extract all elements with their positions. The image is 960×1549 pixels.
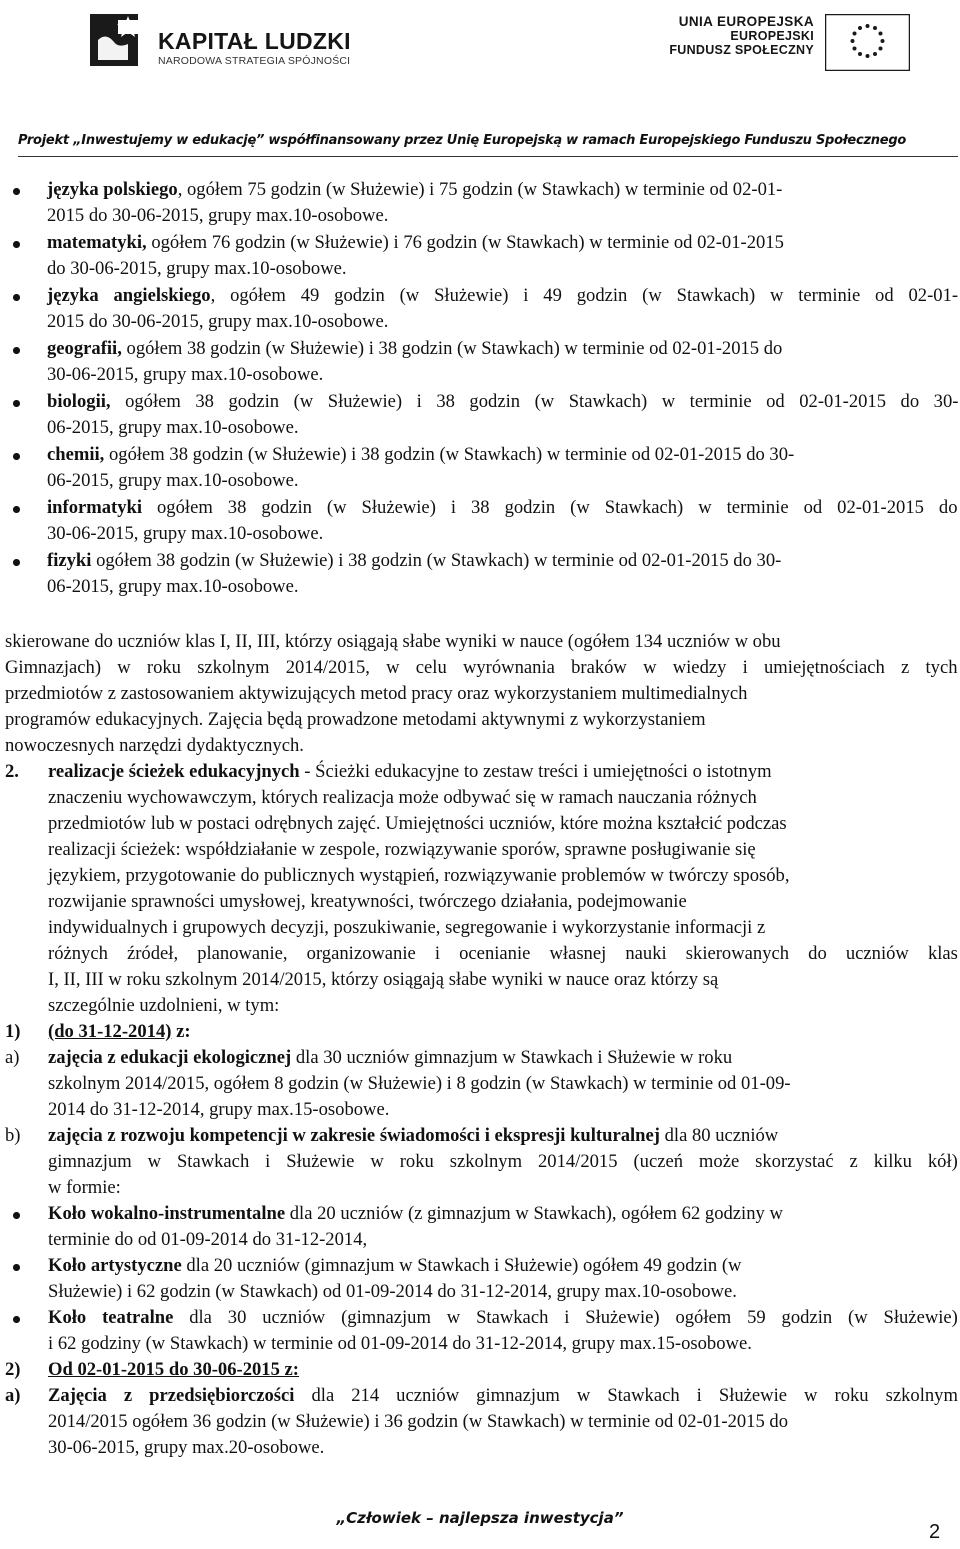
subsection-marker <box>5 1357 21 1383</box>
list-item-text: dla 20 uczniów (z gimnazjum w Stawkach), ogółem 62 godziny w <box>285 1203 783 1224</box>
section-number <box>5 759 19 785</box>
bullet-icon <box>13 1264 20 1271</box>
project-title: Projekt „Inwestujemy w edukację” współfinansowany przez Unię Europejską w ramach Europejskiego Funduszu Społecznego <box>18 133 907 148</box>
list-item-line: 06-2015, grupy max.10-osobowe. <box>47 576 299 597</box>
bullet-icon <box>13 453 20 460</box>
section-line: indywidualnych i grupowych decyzji, poszukiwanie, segregowanie i wykorzystanie informacji z <box>48 917 766 938</box>
subject-name: chemii, <box>47 444 105 465</box>
section-heading-line <box>48 759 772 785</box>
kapital-ludzki-emblem-icon <box>88 10 143 68</box>
section-line: szczególnie uzdolnieni, w tym: <box>48 995 280 1016</box>
item-text: dla 214 uczniów gimnazjum w Stawkach i Służewie w roku szkolnym <box>294 1385 958 1406</box>
subject-name: biologii, <box>47 391 111 412</box>
list-item-text: , ogółem 49 godzin (w Służewie) i 49 godzin (w Stawkach) w terminie od 02-01- <box>210 285 959 306</box>
item-line: 2014/2015 ogółem 36 godzin (w Służewie) i 36 godzin (w Stawkach) w terminie od 02-01-2015 do <box>48 1411 789 1432</box>
subsection-marker <box>5 1019 21 1045</box>
section-line: językiem, przygotowanie do publicznych wystąpień, rozwiązywanie problemów w twórczy sposób, <box>48 865 790 886</box>
header-divider <box>18 156 958 157</box>
list-item-line: do 30-06-2015, grupy max.10-osobowe. <box>47 258 347 279</box>
list-item-line: i 62 godziny (w Stawkach) w terminie od 01-09-2014 do 31-12-2014, grupy max.15-osobowe. <box>48 1333 752 1354</box>
list-item-line <box>47 336 782 362</box>
item-text: dla 80 uczniów <box>659 1125 779 1146</box>
list-item-text: ogółem 38 godzin (w Służewie) i 38 godzin (w Stawkach) w terminie od 02-01-2015 do <box>121 338 783 359</box>
item-title: zajęcia z edukacji ekologicznej <box>48 1047 292 1068</box>
section-line: różnych źródeł, planowanie, organizowanie i ocenianie własnej nauki skierowanych do uczniów klas <box>48 943 958 964</box>
list-item-line <box>48 1201 783 1227</box>
list-item-line: terminie do od 01-09-2014 do 31-12-2014, <box>48 1229 368 1250</box>
item-marker-text: a) <box>5 1385 21 1406</box>
item-line: gimnazjum w Stawkach i Służewie w roku szkolnym 2014/2015 (uczeń może skorzystać z kilku kół) <box>48 1151 958 1172</box>
club-name: Koło teatralne <box>48 1307 174 1328</box>
list-item-line <box>47 230 784 256</box>
item-line: 30-06-2015, grupy max.20-osobowe. <box>48 1437 325 1458</box>
subsection-heading <box>48 1357 299 1383</box>
bullet-icon <box>13 347 20 354</box>
list-item-line <box>47 548 781 574</box>
item-line <box>48 1123 778 1149</box>
subsection-heading <box>48 1019 191 1045</box>
item-marker: b) <box>5 1125 21 1146</box>
subsection-date: Od 02-01-2015 do 30-06-2015 z: <box>48 1359 299 1380</box>
list-item-text: ogółem 38 godzin (w Służewie) i 38 godzin (w Stawkach) w terminie od 02-01-2015 do 30- <box>91 550 782 571</box>
eu-logo-line3: FUNDUSZ SPOŁECZNY <box>669 43 814 57</box>
list-item-text: dla 20 uczniów (gimnazjum w Stawkach i Służewie) ogółem 49 godzin (w <box>181 1255 742 1276</box>
list-item-line <box>47 283 958 309</box>
kapital-ludzki-logo <box>88 10 408 72</box>
section-line: realizacji ścieżek: współdziałanie w zespole, rozwiązywanie sporów, sprawne posługiwanie się <box>48 839 756 860</box>
list-item-line <box>47 177 782 203</box>
item-title: zajęcia z rozwoju kompetencji w zakresie świadomości i ekspresji kulturalnej <box>48 1125 660 1146</box>
list-item-line <box>48 1253 741 1279</box>
subsection-marker-text: 1) <box>5 1021 21 1042</box>
item-line: 2014 do 31-12-2014, grupy max.15-osobowe. <box>48 1099 390 1120</box>
section-line: rozwijanie sprawności umysłowej, kreatywności, twórczego działania, podejmowanie <box>48 891 687 912</box>
list-item-line: 06-2015, grupy max.10-osobowe. <box>47 470 299 491</box>
paragraph-line: przedmiotów z zastosowaniem aktywizujących metod pracy oraz wykorzystaniem multimedialnych <box>5 683 748 704</box>
subsection-suffix: z: <box>171 1021 191 1042</box>
item-marker: a) <box>5 1047 20 1068</box>
bullet-icon <box>13 559 20 566</box>
eu-logo-line2: EUROPEJSKI <box>730 29 814 43</box>
subject-name: fizyki <box>47 550 92 571</box>
bullet-icon <box>13 1212 20 1219</box>
section-number-text: 2. <box>5 761 19 782</box>
bullet-icon <box>13 241 20 248</box>
subsection-date: (do 31-12-2014) <box>48 1021 172 1042</box>
subject-name: geografii, <box>47 338 122 359</box>
section-intro-text: - Ścieżki edukacyjne to zestaw treści i umiejętności o istotnym <box>299 761 772 782</box>
list-item-line <box>47 495 958 521</box>
page-number: 2 <box>929 1521 941 1543</box>
bullet-icon <box>13 506 20 513</box>
subject-name: języka polskiego <box>47 179 178 200</box>
subject-name: języka angielskiego <box>47 285 211 306</box>
list-item-line: 30-06-2015, grupy max.10-osobowe. <box>47 523 324 544</box>
item-title: Zajęcia z przedsiębiorczości <box>48 1385 295 1406</box>
list-item-text: , ogółem 75 godzin (w Służewie) i 75 godzin (w Stawkach) w terminie od 02-01- <box>177 179 783 200</box>
paragraph-line: nowoczesnych narzędzi dydaktycznych. <box>5 735 304 756</box>
section-line: przedmiotów lub w postaci odrębnych zajęć. Umiejętności uczniów, które można kształcić podczas <box>48 813 787 834</box>
list-item-text: ogółem 38 godzin (w Służewie) i 38 godzin (w Stawkach) w terminie od 02-01-2015 do <box>142 497 958 518</box>
bullet-icon <box>13 400 20 407</box>
page-header <box>0 0 960 160</box>
section-line: znaczeniu wychowawczym, których realizacja może odbywać się w ramach nauczania różnych <box>48 787 757 808</box>
item-line <box>48 1045 732 1071</box>
item-text: dla 30 uczniów gimnazjum w Stawkach i Służewie w roku <box>291 1047 733 1068</box>
club-name: Koło wokalno-instrumentalne <box>48 1203 286 1224</box>
list-item-line: 06-2015, grupy max.10-osobowe. <box>47 417 299 438</box>
footer-slogan: „Człowiek – najlepsza inwestycja” <box>336 1509 624 1527</box>
list-item-line: 2015 do 30-06-2015, grupy max.10-osobowe. <box>47 205 389 226</box>
item-marker <box>5 1383 21 1409</box>
list-item-line: 2015 do 30-06-2015, grupy max.10-osobowe. <box>47 311 389 332</box>
item-line: szkolnym 2014/2015, ogółem 8 godzin (w Służewie) i 8 godzin (w Stawkach) w terminie od 01-09- <box>48 1073 791 1094</box>
kapital-ludzki-subtitle: NARODOWA STRATEGIA SPÓJNOŚCI <box>158 55 351 67</box>
item-line: w formie: <box>48 1177 121 1198</box>
list-item-line: Służewie) i 62 godzin (w Stawkach) od 01-09-2014 do 31-12-2014, grupy max.10-osobowe. <box>48 1281 737 1302</box>
club-name: Koło artystyczne <box>48 1255 182 1276</box>
list-item-text: dla 30 uczniów (gimnazjum w Stawkach i Służewie) ogółem 59 godzin (w Służewie) <box>173 1307 958 1328</box>
eu-logo-text <box>669 14 814 57</box>
list-item-line <box>47 442 794 468</box>
paragraph-line: Gimnazjach) w roku szkolnym 2014/2015, w celu wyrównania braków w wiedzy i umiejętnościach z tych <box>5 657 958 678</box>
list-item-line: 30-06-2015, grupy max.10-osobowe. <box>47 364 324 385</box>
bullet-icon <box>13 1316 20 1323</box>
kapital-ludzki-title: KAPITAŁ LUDZKI <box>158 28 351 54</box>
eu-flag-icon <box>825 14 910 71</box>
list-item-line <box>48 1305 958 1331</box>
eu-logo <box>650 14 910 84</box>
list-item-text: ogółem 76 godzin (w Służewie) i 76 godzin (w Stawkach) w terminie od 02-01-2015 <box>146 232 784 253</box>
subject-name: matematyki, <box>47 232 147 253</box>
list-item-line <box>47 389 958 415</box>
section-line: I, II, III w roku szkolnym 2014/2015, którzy osiągają słabe wyniki w nauce oraz którzy są <box>48 969 719 990</box>
item-line <box>48 1383 958 1409</box>
section-title: realizacje ścieżek edukacyjnych <box>48 761 300 782</box>
list-item-text: ogółem 38 godzin (w Służewie) i 38 godzin (w Stawkach) w terminie od 02-01-2015 do 30- <box>104 444 795 465</box>
bullet-icon <box>13 294 20 301</box>
subject-name: informatyki <box>47 497 143 518</box>
paragraph-line: programów edukacyjnych. Zajęcia będą prowadzone metodami aktywnymi z wykorzystaniem <box>5 709 706 730</box>
subsection-marker-text: 2) <box>5 1359 21 1380</box>
list-item-text: ogółem 38 godzin (w Służewie) i 38 godzin (w Stawkach) w terminie od 02-01-2015 do 30- <box>110 391 959 412</box>
bullet-icon <box>13 188 20 195</box>
paragraph-line: skierowane do uczniów klas I, II, III, którzy osiągają słabe wyniki w nauce (ogółem 134 uczniów w obu <box>5 631 781 652</box>
eu-logo-line1: UNIA EUROPEJSKA <box>678 14 814 29</box>
